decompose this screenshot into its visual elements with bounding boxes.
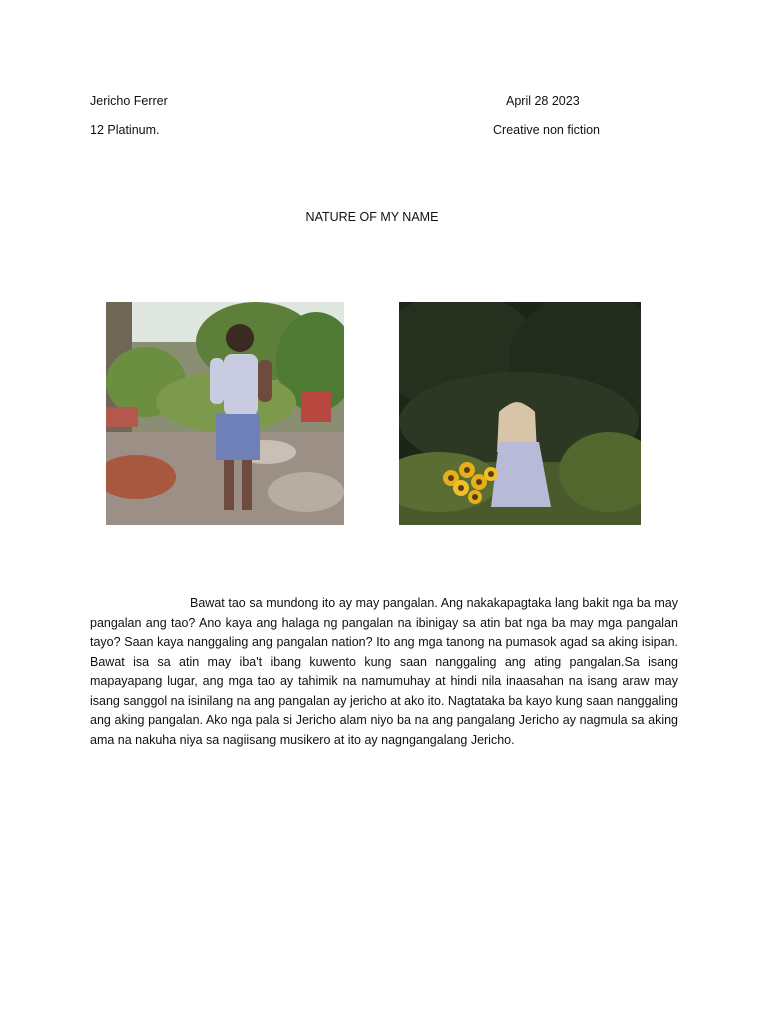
class-section: 12 Platinum. <box>90 123 160 137</box>
photo-girl-with-sunflowers <box>399 302 641 525</box>
document-date: April 28 2023 <box>506 94 580 108</box>
author-name: Jericho Ferrer <box>90 94 168 108</box>
essay-paragraph: Bawat tao sa mundong ito ay may pangalan. Ang nakakapagtaka lang bakit nga ba may pangalan ang tao? Ano kaya ang halaga ng pangalan na ibinigay sa atin bat nga ba may mga pangalan tayo? Saan kaya nanggaling ang pangalan nation? Ito ang mga tanong na pumasok agad sa aking isipan. Bawat isa sa atin may iba't ibang kuwento kung saan nanggaling ang ating pangalan.Sa isang mapayapang lugar, ang mga tao ay tahimik na namumuhay at hindi nila inaasahan na isang araw may isang sanggol na isinilang na ang pangalan ay jericho at ako ito. Nagtataka ba kayo kung saan nanggaling ang aking pangalan. Ako nga pala si Jericho alam niyo ba na ang pangalang Jericho ay nagmula sa aking ama na nakuha niya sa nagiisang musikero at ito ay nagngangalang Jericho. <box>90 596 678 747</box>
page-title: NATURE OF MY NAME <box>305 210 439 224</box>
photo-child-in-garden <box>106 302 344 525</box>
document-genre: Creative non fiction <box>493 123 601 137</box>
